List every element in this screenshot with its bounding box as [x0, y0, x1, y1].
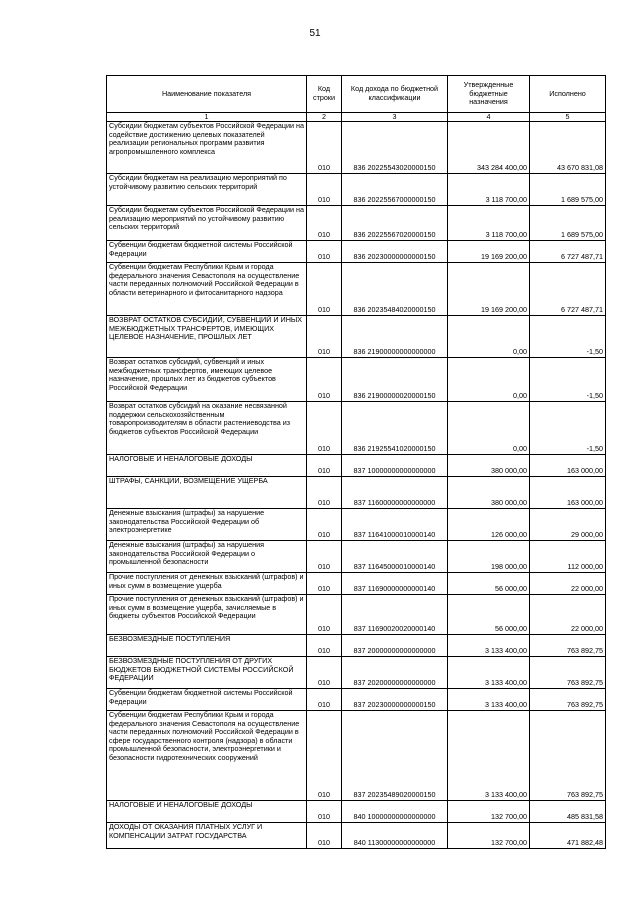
row-kbk: 837 11690020020000140: [342, 595, 448, 635]
row-code: 010: [307, 509, 342, 541]
column-number: 5: [530, 113, 606, 122]
row-plan: 126 000,00: [448, 509, 530, 541]
row-name: ШТРАФЫ, САНКЦИИ, ВОЗМЕЩЕНИЕ УЩЕРБА: [107, 477, 307, 509]
row-done: 763 892,75: [530, 689, 606, 711]
row-done: 6 727 487,71: [530, 263, 606, 316]
row-done: -1,50: [530, 402, 606, 455]
row-done: 763 892,75: [530, 711, 606, 801]
row-name: Возврат остатков субсидий, субвенций и иных межбюджетных трансфертов, имеющих целевое назначение, прошлых лет из бюджетов субъектов Российской Федерации: [107, 358, 307, 402]
row-plan: 19 169 200,00: [448, 241, 530, 263]
row-code: 010: [307, 402, 342, 455]
row-done: 29 000,00: [530, 509, 606, 541]
row-plan: 3 133 400,00: [448, 635, 530, 657]
row-name: Прочие поступления от денежных взысканий (штрафов) и иных сумм в возмещение ущерба, зачисляемые в бюджеты субъектов Российской Федерации: [107, 595, 307, 635]
row-kbk: 836 20235484020000150: [342, 263, 448, 316]
row-done: 1 689 575,00: [530, 174, 606, 206]
row-name: ВОЗВРАТ ОСТАТКОВ СУБСИДИЙ, СУБВЕНЦИЙ И ИНЫХ МЕЖБЮДЖЕТНЫХ ТРАНСФЕРТОВ, ИМЕЮЩИХ ЦЕЛЕВОЕ НАЗНАЧЕНИЕ, ПРОШЛЫХ ЛЕТ: [107, 316, 307, 358]
row-code: 010: [307, 358, 342, 402]
row-kbk: 836 20230000000000150: [342, 241, 448, 263]
header-kbk: Код дохода по бюджетной классификации: [342, 76, 448, 113]
row-plan: 132 700,00: [448, 801, 530, 823]
row-code: 010: [307, 635, 342, 657]
table-row: [107, 711, 606, 801]
row-done: 163 000,00: [530, 477, 606, 509]
row-code: 010: [307, 477, 342, 509]
row-plan: 343 284 400,00: [448, 122, 530, 174]
row-kbk: 837 20200000000000000: [342, 657, 448, 689]
row-plan: 3 118 700,00: [448, 206, 530, 241]
row-plan: 198 000,00: [448, 541, 530, 573]
row-kbk: 836 21900000000000000: [342, 316, 448, 358]
column-number: 3: [342, 113, 448, 122]
row-name: Субсидии бюджетам субъектов Российской Федерации на реализацию мероприятий по устойчивому развитию сельских территорий: [107, 206, 307, 241]
row-name: Субвенции бюджетам Республики Крым и города федерального значения Севастополя на осуществление части переданных полномочий Российской Федерации в области ветеринарного и фитосанитарного надзора: [107, 263, 307, 316]
row-done: 43 670 831,08: [530, 122, 606, 174]
row-kbk: 837 11645000010000140: [342, 541, 448, 573]
row-plan: 56 000,00: [448, 573, 530, 595]
table-row: [107, 509, 606, 541]
row-name: Денежные взыскания (штрафы) за нарушение законодательства Российской Федерации об электроэнергетике: [107, 509, 307, 541]
table-row: [107, 689, 606, 711]
table-row: [107, 801, 606, 823]
table-row: [107, 174, 606, 206]
row-done: 163 000,00: [530, 455, 606, 477]
row-code: 010: [307, 541, 342, 573]
row-done: 22 000,00: [530, 573, 606, 595]
row-name: Субвенции бюджетам Республики Крым и города федерального значения Севастополя на осуществление части переданных полномочий Российской Федерации в сфере государственного контроля (надзора) в области промышленной безопасности, электроэнергетики и безопасности гидротехнических сооружений: [107, 711, 307, 801]
row-name: Субсидии бюджетам на реализацию мероприятий по устойчивому развитию сельских территорий: [107, 174, 307, 206]
row-name: НАЛОГОВЫЕ И НЕНАЛОГОВЫЕ ДОХОДЫ: [107, 455, 307, 477]
row-plan: 380 000,00: [448, 477, 530, 509]
row-kbk: 840 11300000000000000: [342, 823, 448, 849]
table-row: [107, 823, 606, 849]
row-plan: 0,00: [448, 402, 530, 455]
table-row: [107, 657, 606, 689]
row-code: 010: [307, 573, 342, 595]
row-plan: 3 118 700,00: [448, 174, 530, 206]
row-kbk: 836 21925541020000150: [342, 402, 448, 455]
row-plan: 132 700,00: [448, 823, 530, 849]
row-code: 010: [307, 316, 342, 358]
table-row: [107, 241, 606, 263]
row-done: -1,50: [530, 358, 606, 402]
row-name: Возврат остатков субсидий на оказание несвязанной поддержки сельскохозяйственным товаропроизводителям в области растениеводства из бюджетов субъектов Российской Федерации: [107, 402, 307, 455]
header-row: [107, 76, 606, 113]
table-row: [107, 122, 606, 174]
row-name: Субвенции бюджетам бюджетной системы Российской Федерации: [107, 689, 307, 711]
row-plan: 0,00: [448, 358, 530, 402]
row-code: 010: [307, 455, 342, 477]
table-row: [107, 595, 606, 635]
row-code: 010: [307, 241, 342, 263]
row-code: 010: [307, 711, 342, 801]
row-kbk: 836 20225567000000150: [342, 174, 448, 206]
row-plan: 19 169 200,00: [448, 263, 530, 316]
row-plan: 3 133 400,00: [448, 657, 530, 689]
table-row: [107, 455, 606, 477]
budget-table: [106, 75, 606, 849]
row-name: БЕЗВОЗМЕЗДНЫЕ ПОСТУПЛЕНИЯ ОТ ДРУГИХ БЮДЖЕТОВ БЮДЖЕТНОЙ СИСТЕМЫ РОССИЙСКОЙ ФЕДЕРАЦИИ: [107, 657, 307, 689]
row-kbk: 837 20000000000000000: [342, 635, 448, 657]
row-name: Субсидии бюджетам субъектов Российской Федерации на содействие достижению целевых показателей реализации региональных программ развития агропромышленного комплекса: [107, 122, 307, 174]
row-kbk: 840 10000000000000000: [342, 801, 448, 823]
row-code: 010: [307, 801, 342, 823]
row-done: 485 831,58: [530, 801, 606, 823]
row-name: ДОХОДЫ ОТ ОКАЗАНИЯ ПЛАТНЫХ УСЛУГ И КОМПЕНСАЦИИ ЗАТРАТ ГОСУДАРСТВА: [107, 823, 307, 849]
row-code: 010: [307, 122, 342, 174]
header-name: Наименование показателя: [107, 76, 307, 113]
header-plan: Утвержденные бюджетные назначения: [448, 76, 530, 113]
row-plan: 0,00: [448, 316, 530, 358]
table-row: [107, 635, 606, 657]
row-code: 010: [307, 174, 342, 206]
page-number: 51: [309, 28, 321, 39]
row-done: 763 892,75: [530, 657, 606, 689]
row-done: 6 727 487,71: [530, 241, 606, 263]
row-kbk: 836 20225567020000150: [342, 206, 448, 241]
row-done: 1 689 575,00: [530, 206, 606, 241]
row-kbk: 837 11600000000000000: [342, 477, 448, 509]
column-number: 1: [107, 113, 307, 122]
row-code: 010: [307, 206, 342, 241]
row-kbk: 837 11641000010000140: [342, 509, 448, 541]
table-row: [107, 573, 606, 595]
row-name: Субвенции бюджетам бюджетной системы Российской Федерации: [107, 241, 307, 263]
row-kbk: 836 21900000020000150: [342, 358, 448, 402]
header-code: Код строки: [307, 76, 342, 113]
row-plan: 3 133 400,00: [448, 689, 530, 711]
table-row: [107, 206, 606, 241]
row-plan: 3 133 400,00: [448, 711, 530, 801]
table-row: [107, 541, 606, 573]
row-done: 471 882,48: [530, 823, 606, 849]
table-row: [107, 402, 606, 455]
row-name: БЕЗВОЗМЕЗДНЫЕ ПОСТУПЛЕНИЯ: [107, 635, 307, 657]
row-name: Денежные взыскания (штрафы) за нарушения законодательства Российской Федерации о промышленной безопасности: [107, 541, 307, 573]
row-kbk: 837 20230000000000150: [342, 689, 448, 711]
table-row: [107, 263, 606, 316]
row-kbk: 837 10000000000000000: [342, 455, 448, 477]
row-kbk: 836 20225543020000150: [342, 122, 448, 174]
row-done: 763 892,75: [530, 635, 606, 657]
row-plan: 56 000,00: [448, 595, 530, 635]
row-done: -1,50: [530, 316, 606, 358]
row-code: 010: [307, 689, 342, 711]
row-code: 010: [307, 263, 342, 316]
row-kbk: 837 11690000000000140: [342, 573, 448, 595]
table-row: [107, 316, 606, 358]
table-row: [107, 477, 606, 509]
row-code: 010: [307, 657, 342, 689]
row-plan: 380 000,00: [448, 455, 530, 477]
header-done: Исполнено: [530, 76, 606, 113]
table-row: [107, 358, 606, 402]
column-number: 4: [448, 113, 530, 122]
row-name: Прочие поступления от денежных взысканий (штрафов) и иных сумм в возмещение ущерба: [107, 573, 307, 595]
column-number: 2: [307, 113, 342, 122]
row-name: НАЛОГОВЫЕ И НЕНАЛОГОВЫЕ ДОХОДЫ: [107, 801, 307, 823]
row-done: 112 000,00: [530, 541, 606, 573]
row-code: 010: [307, 823, 342, 849]
row-kbk: 837 20235489020000150: [342, 711, 448, 801]
row-code: 010: [307, 595, 342, 635]
row-done: 22 000,00: [530, 595, 606, 635]
